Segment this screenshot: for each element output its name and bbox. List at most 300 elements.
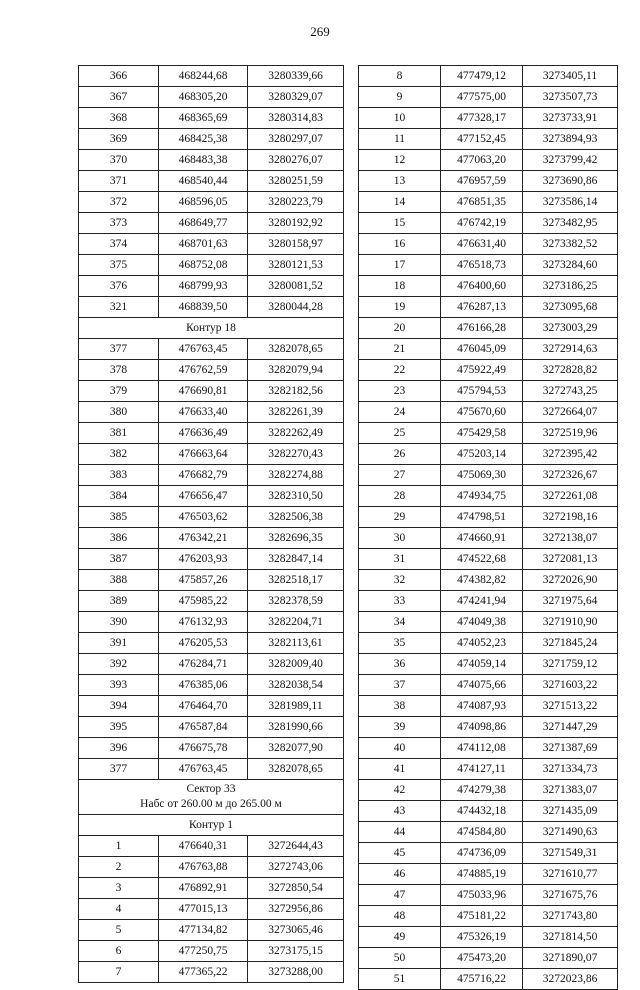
x-coordinate: 475857,26 — [159, 570, 248, 591]
table-row — [359, 444, 618, 465]
x-coordinate: 468649,77 — [159, 213, 248, 234]
point-number: 32 — [359, 570, 441, 591]
y-coordinate: 3282009,40 — [248, 654, 344, 675]
table-row — [359, 864, 618, 885]
point-number: 375 — [79, 255, 159, 276]
x-coordinate: 477328,17 — [441, 108, 523, 129]
x-coordinate: 475922,49 — [441, 360, 523, 381]
point-number: 34 — [359, 612, 441, 633]
y-coordinate: 3282847,14 — [248, 549, 344, 570]
x-coordinate: 474934,75 — [441, 486, 523, 507]
y-coordinate: 3273507,73 — [523, 87, 618, 108]
table-row — [79, 486, 344, 507]
table-row — [79, 255, 344, 276]
table-row — [359, 780, 618, 801]
table-row — [359, 486, 618, 507]
table-row — [359, 171, 618, 192]
table-row — [359, 297, 618, 318]
x-coordinate: 476851,35 — [441, 192, 523, 213]
y-coordinate: 3282182,56 — [248, 381, 344, 402]
y-coordinate: 3280044,28 — [248, 297, 344, 318]
point-number: 321 — [79, 297, 159, 318]
table-row — [359, 234, 618, 255]
section-header-row — [79, 780, 344, 815]
table-row — [79, 528, 344, 549]
y-coordinate: 3271910,90 — [523, 612, 618, 633]
table-row — [79, 360, 344, 381]
y-coordinate: 3282378,59 — [248, 591, 344, 612]
y-coordinate: 3272850,54 — [248, 878, 344, 899]
x-coordinate: 474241,94 — [441, 591, 523, 612]
y-coordinate: 3272198,16 — [523, 507, 618, 528]
point-number: 390 — [79, 612, 159, 633]
point-number: 10 — [359, 108, 441, 129]
y-coordinate: 3272743,06 — [248, 857, 344, 878]
point-number: 47 — [359, 885, 441, 906]
x-coordinate: 474049,38 — [441, 612, 523, 633]
x-coordinate: 474736,09 — [441, 843, 523, 864]
x-coordinate: 476132,93 — [159, 612, 248, 633]
point-number: 374 — [79, 234, 159, 255]
y-coordinate: 3271447,29 — [523, 717, 618, 738]
point-number: 11 — [359, 129, 441, 150]
y-coordinate: 3282077,90 — [248, 738, 344, 759]
point-number: 19 — [359, 297, 441, 318]
point-number: 377 — [79, 759, 159, 780]
point-number: 381 — [79, 423, 159, 444]
point-number: 4 — [79, 899, 159, 920]
y-coordinate: 3282262,49 — [248, 423, 344, 444]
table-row — [359, 339, 618, 360]
point-number: 38 — [359, 696, 441, 717]
y-coordinate: 3273175,15 — [248, 941, 344, 962]
x-coordinate: 477134,82 — [159, 920, 248, 941]
x-coordinate: 474098,86 — [441, 717, 523, 738]
x-coordinate: 475794,53 — [441, 381, 523, 402]
y-coordinate: 3282270,43 — [248, 444, 344, 465]
table-row — [79, 108, 344, 129]
y-coordinate: 3280121,53 — [248, 255, 344, 276]
table-row — [359, 108, 618, 129]
y-coordinate: 3282274,88 — [248, 465, 344, 486]
x-coordinate: 474052,23 — [441, 633, 523, 654]
y-coordinate: 3273065,46 — [248, 920, 344, 941]
point-number: 31 — [359, 549, 441, 570]
y-coordinate: 3271490,63 — [523, 822, 618, 843]
table-row — [79, 696, 344, 717]
x-coordinate: 476464,70 — [159, 696, 248, 717]
point-number: 368 — [79, 108, 159, 129]
x-coordinate: 476742,19 — [441, 213, 523, 234]
point-number: 23 — [359, 381, 441, 402]
x-coordinate: 475069,30 — [441, 465, 523, 486]
y-coordinate: 3280223,79 — [248, 192, 344, 213]
y-coordinate: 3273095,68 — [523, 297, 618, 318]
section-header-line: Сектор 33 — [186, 783, 236, 795]
y-coordinate: 3280192,92 — [248, 213, 344, 234]
y-coordinate: 3272743,25 — [523, 381, 618, 402]
y-coordinate: 3271549,31 — [523, 843, 618, 864]
point-number: 35 — [359, 633, 441, 654]
y-coordinate: 3282506,38 — [248, 507, 344, 528]
table-row — [79, 591, 344, 612]
table-row — [79, 465, 344, 486]
section-header-line: Контур 18 — [186, 322, 236, 334]
table-row — [359, 948, 618, 969]
table-row — [359, 759, 618, 780]
x-coordinate: 468365,69 — [159, 108, 248, 129]
x-coordinate: 474432,18 — [441, 801, 523, 822]
table-row — [359, 654, 618, 675]
x-coordinate: 475985,22 — [159, 591, 248, 612]
section-header — [79, 780, 344, 815]
table-row — [79, 129, 344, 150]
y-coordinate: 3281989,11 — [248, 696, 344, 717]
x-coordinate: 476633,40 — [159, 402, 248, 423]
x-coordinate: 476656,47 — [159, 486, 248, 507]
x-coordinate: 468596,05 — [159, 192, 248, 213]
x-coordinate: 475473,20 — [441, 948, 523, 969]
x-coordinate: 468483,38 — [159, 150, 248, 171]
table-row — [359, 696, 618, 717]
point-number: 377 — [79, 339, 159, 360]
table-row — [359, 402, 618, 423]
point-number: 37 — [359, 675, 441, 696]
point-number: 24 — [359, 402, 441, 423]
table-row — [79, 549, 344, 570]
table-row — [79, 759, 344, 780]
table-row — [359, 381, 618, 402]
x-coordinate: 476631,40 — [441, 234, 523, 255]
point-number: 26 — [359, 444, 441, 465]
point-number: 383 — [79, 465, 159, 486]
table-row — [359, 675, 618, 696]
point-number: 20 — [359, 318, 441, 339]
x-coordinate: 475716,22 — [441, 969, 523, 990]
y-coordinate: 3271513,22 — [523, 696, 618, 717]
table-row — [79, 444, 344, 465]
point-number: 392 — [79, 654, 159, 675]
point-number: 15 — [359, 213, 441, 234]
x-coordinate: 476518,73 — [441, 255, 523, 276]
right-coordinates-table — [358, 65, 618, 990]
x-coordinate: 474660,91 — [441, 528, 523, 549]
table-row — [79, 654, 344, 675]
table-row — [79, 276, 344, 297]
x-coordinate: 476636,49 — [159, 423, 248, 444]
point-number: 6 — [79, 941, 159, 962]
y-coordinate: 3271610,77 — [523, 864, 618, 885]
table-row — [359, 843, 618, 864]
table-row — [79, 857, 344, 878]
x-coordinate: 474112,08 — [441, 738, 523, 759]
y-coordinate: 3282204,71 — [248, 612, 344, 633]
y-coordinate: 3282696,35 — [248, 528, 344, 549]
point-number: 14 — [359, 192, 441, 213]
y-coordinate: 3272395,42 — [523, 444, 618, 465]
table-row — [79, 297, 344, 318]
x-coordinate: 476385,06 — [159, 675, 248, 696]
x-coordinate: 474522,68 — [441, 549, 523, 570]
y-coordinate: 3272828,82 — [523, 360, 618, 381]
point-number: 22 — [359, 360, 441, 381]
point-number: 372 — [79, 192, 159, 213]
table-row — [79, 836, 344, 857]
y-coordinate: 3281990,66 — [248, 717, 344, 738]
table-row — [359, 507, 618, 528]
point-number: 39 — [359, 717, 441, 738]
point-number: 395 — [79, 717, 159, 738]
table-row — [359, 738, 618, 759]
x-coordinate: 474798,51 — [441, 507, 523, 528]
x-coordinate: 468799,93 — [159, 276, 248, 297]
y-coordinate: 3271890,07 — [523, 948, 618, 969]
point-number: 50 — [359, 948, 441, 969]
point-number: 13 — [359, 171, 441, 192]
point-number: 30 — [359, 528, 441, 549]
x-coordinate: 476287,13 — [441, 297, 523, 318]
table-row — [359, 276, 618, 297]
point-number: 376 — [79, 276, 159, 297]
x-coordinate: 476203,93 — [159, 549, 248, 570]
point-number: 43 — [359, 801, 441, 822]
x-coordinate: 476587,84 — [159, 717, 248, 738]
page-number: 269 — [310, 24, 330, 39]
table-row — [79, 402, 344, 423]
point-number: 394 — [79, 696, 159, 717]
x-coordinate: 476763,45 — [159, 759, 248, 780]
x-coordinate: 476640,31 — [159, 836, 248, 857]
table-row — [79, 423, 344, 444]
table-row — [359, 192, 618, 213]
x-coordinate: 475326,19 — [441, 927, 523, 948]
x-coordinate: 477015,13 — [159, 899, 248, 920]
point-number: 3 — [79, 878, 159, 899]
x-coordinate: 474059,14 — [441, 654, 523, 675]
y-coordinate: 3273690,86 — [523, 171, 618, 192]
point-number: 391 — [79, 633, 159, 654]
x-coordinate: 476957,59 — [441, 171, 523, 192]
table-row — [359, 591, 618, 612]
point-number: 367 — [79, 87, 159, 108]
point-number: 8 — [359, 66, 441, 87]
y-coordinate: 3273003,29 — [523, 318, 618, 339]
x-coordinate: 477479,12 — [441, 66, 523, 87]
y-coordinate: 3282038,54 — [248, 675, 344, 696]
y-coordinate: 3282518,17 — [248, 570, 344, 591]
table-row — [359, 87, 618, 108]
x-coordinate: 477063,20 — [441, 150, 523, 171]
table-row — [359, 717, 618, 738]
x-coordinate: 476682,79 — [159, 465, 248, 486]
y-coordinate: 3280339,66 — [248, 66, 344, 87]
table-row — [359, 801, 618, 822]
point-number: 389 — [79, 591, 159, 612]
y-coordinate: 3271845,24 — [523, 633, 618, 654]
y-coordinate: 3272261,08 — [523, 486, 618, 507]
table-row — [79, 171, 344, 192]
x-coordinate: 476205,53 — [159, 633, 248, 654]
x-coordinate: 474382,82 — [441, 570, 523, 591]
point-number: 382 — [79, 444, 159, 465]
point-number: 49 — [359, 927, 441, 948]
y-coordinate: 3271435,09 — [523, 801, 618, 822]
table-row — [79, 150, 344, 171]
x-coordinate: 476675,78 — [159, 738, 248, 759]
x-coordinate: 474885,19 — [441, 864, 523, 885]
point-number: 371 — [79, 171, 159, 192]
x-coordinate: 474087,93 — [441, 696, 523, 717]
section-header-row — [79, 318, 344, 339]
table-row — [79, 878, 344, 899]
table-row — [79, 675, 344, 696]
table-row — [359, 528, 618, 549]
x-coordinate: 476503,62 — [159, 507, 248, 528]
table-row — [79, 941, 344, 962]
point-number: 18 — [359, 276, 441, 297]
table-row — [359, 150, 618, 171]
table-row — [359, 885, 618, 906]
point-number: 378 — [79, 360, 159, 381]
point-number: 5 — [79, 920, 159, 941]
point-number: 9 — [359, 87, 441, 108]
y-coordinate: 3272326,67 — [523, 465, 618, 486]
table-row — [79, 570, 344, 591]
x-coordinate: 476763,45 — [159, 339, 248, 360]
y-coordinate: 3271975,64 — [523, 591, 618, 612]
point-number: 384 — [79, 486, 159, 507]
x-coordinate: 468244,68 — [159, 66, 248, 87]
table-row — [359, 549, 618, 570]
table-row — [79, 234, 344, 255]
y-coordinate: 3280314,83 — [248, 108, 344, 129]
x-coordinate: 468752,08 — [159, 255, 248, 276]
table-row — [79, 612, 344, 633]
point-number: 7 — [79, 962, 159, 983]
point-number: 40 — [359, 738, 441, 759]
point-number: 370 — [79, 150, 159, 171]
point-number: 380 — [79, 402, 159, 423]
section-header — [79, 815, 344, 836]
y-coordinate: 3271387,69 — [523, 738, 618, 759]
left-coordinates-table — [78, 65, 344, 983]
y-coordinate: 3280251,59 — [248, 171, 344, 192]
table-row — [359, 633, 618, 654]
table-row — [359, 969, 618, 990]
y-coordinate: 3271334,73 — [523, 759, 618, 780]
point-number: 12 — [359, 150, 441, 171]
table-row — [359, 822, 618, 843]
table-row — [79, 899, 344, 920]
point-number: 388 — [79, 570, 159, 591]
table-row — [359, 927, 618, 948]
point-number: 21 — [359, 339, 441, 360]
point-number: 393 — [79, 675, 159, 696]
y-coordinate: 3282261,39 — [248, 402, 344, 423]
y-coordinate: 3282078,65 — [248, 339, 344, 360]
table-row — [79, 192, 344, 213]
table-row — [79, 962, 344, 983]
table-row — [359, 360, 618, 381]
y-coordinate: 3271675,76 — [523, 885, 618, 906]
point-number: 373 — [79, 213, 159, 234]
y-coordinate: 3273382,52 — [523, 234, 618, 255]
y-coordinate: 3273894,93 — [523, 129, 618, 150]
x-coordinate: 475033,96 — [441, 885, 523, 906]
x-coordinate: 476892,91 — [159, 878, 248, 899]
y-coordinate: 3280158,97 — [248, 234, 344, 255]
y-coordinate: 3273288,00 — [248, 962, 344, 983]
point-number: 29 — [359, 507, 441, 528]
y-coordinate: 3282310,50 — [248, 486, 344, 507]
y-coordinate: 3280276,07 — [248, 150, 344, 171]
section-header-line: Набс от 260.00 м до 265.00 м — [140, 798, 282, 810]
point-number: 27 — [359, 465, 441, 486]
x-coordinate: 477365,22 — [159, 962, 248, 983]
point-number: 17 — [359, 255, 441, 276]
table-row — [359, 255, 618, 276]
point-number: 28 — [359, 486, 441, 507]
table-row — [359, 906, 618, 927]
table-row — [79, 633, 344, 654]
table-row — [359, 612, 618, 633]
table-row — [79, 738, 344, 759]
y-coordinate: 3282079,94 — [248, 360, 344, 381]
y-coordinate: 3273733,91 — [523, 108, 618, 129]
x-coordinate: 476342,21 — [159, 528, 248, 549]
y-coordinate: 3272138,07 — [523, 528, 618, 549]
y-coordinate: 3273799,42 — [523, 150, 618, 171]
point-number: 386 — [79, 528, 159, 549]
point-number: 48 — [359, 906, 441, 927]
y-coordinate: 3282078,65 — [248, 759, 344, 780]
x-coordinate: 468839,50 — [159, 297, 248, 318]
x-coordinate: 476690,81 — [159, 381, 248, 402]
point-number: 1 — [79, 836, 159, 857]
y-coordinate: 3272914,63 — [523, 339, 618, 360]
section-header — [79, 318, 344, 339]
y-coordinate: 3273186,25 — [523, 276, 618, 297]
table-row — [359, 423, 618, 444]
y-coordinate: 3280329,07 — [248, 87, 344, 108]
table-row — [359, 570, 618, 591]
table-row — [79, 213, 344, 234]
y-coordinate: 3282113,61 — [248, 633, 344, 654]
table-row — [79, 66, 344, 87]
point-number: 396 — [79, 738, 159, 759]
x-coordinate: 474127,11 — [441, 759, 523, 780]
x-coordinate: 475670,60 — [441, 402, 523, 423]
point-number: 25 — [359, 423, 441, 444]
section-header-line: Контур 1 — [188, 819, 233, 831]
table-row — [359, 318, 618, 339]
table-row — [359, 465, 618, 486]
x-coordinate: 476400,60 — [441, 276, 523, 297]
y-coordinate: 3273405,11 — [523, 66, 618, 87]
point-number: 387 — [79, 549, 159, 570]
x-coordinate: 476763,88 — [159, 857, 248, 878]
table-row — [79, 381, 344, 402]
x-coordinate: 468305,20 — [159, 87, 248, 108]
table-row — [359, 213, 618, 234]
x-coordinate: 476762,59 — [159, 360, 248, 381]
point-number: 45 — [359, 843, 441, 864]
x-coordinate: 476045,09 — [441, 339, 523, 360]
section-header-row — [79, 815, 344, 836]
y-coordinate: 3272956,86 — [248, 899, 344, 920]
table-row — [79, 920, 344, 941]
point-number: 369 — [79, 129, 159, 150]
